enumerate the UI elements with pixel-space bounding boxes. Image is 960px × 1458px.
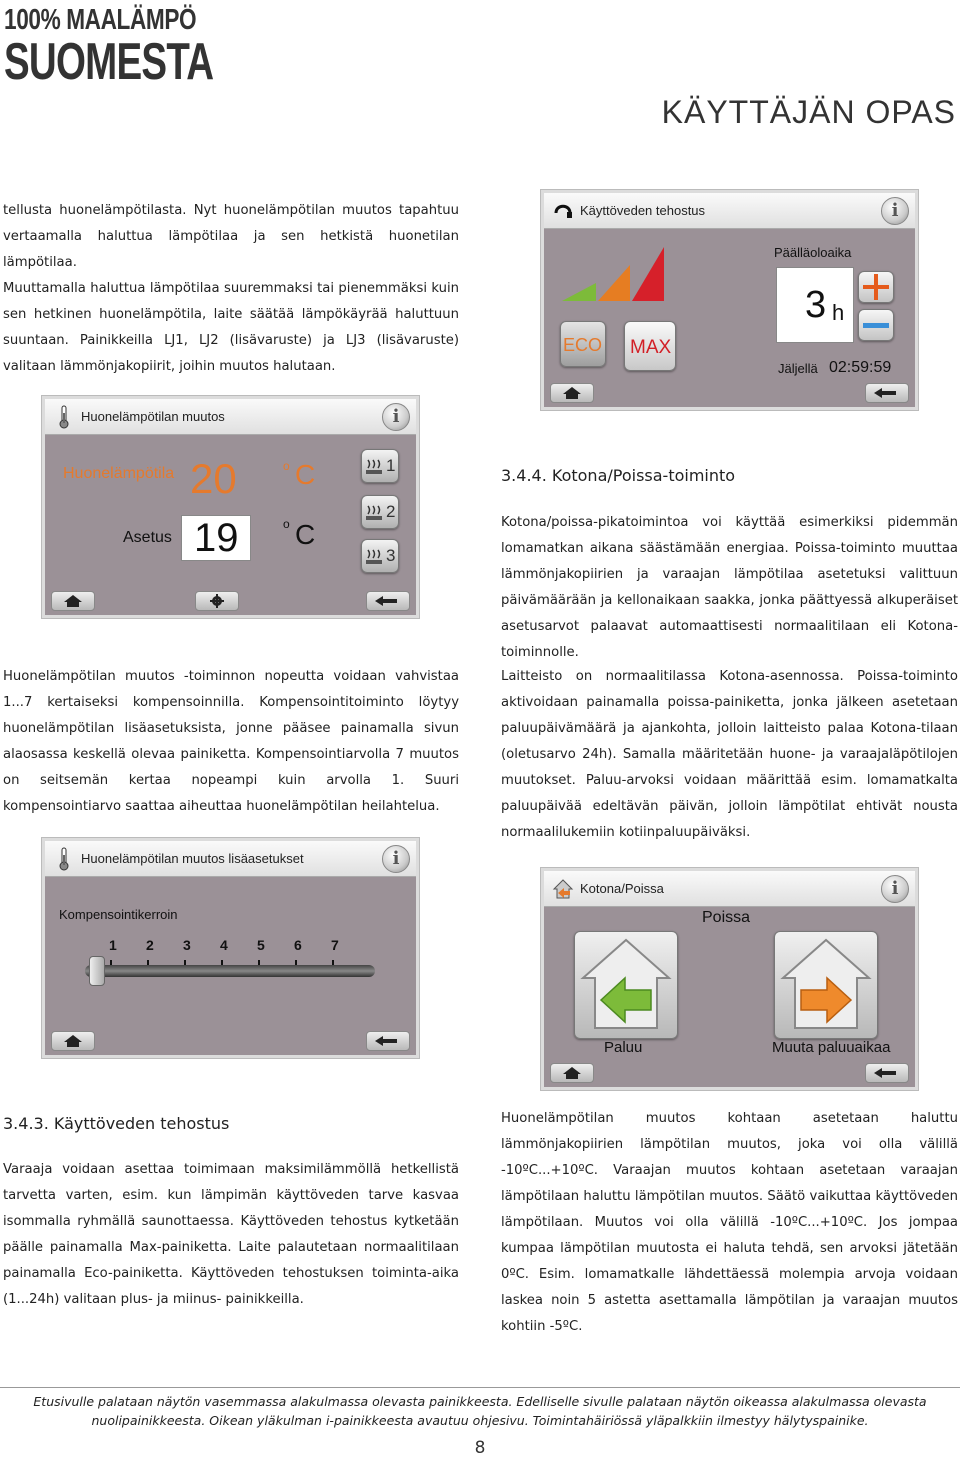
home-icon bbox=[562, 386, 582, 400]
degree-symbol: o bbox=[283, 517, 290, 531]
screen-titlebar bbox=[544, 193, 915, 229]
setpoint-value: 19 bbox=[194, 516, 239, 560]
compensation-slider-handle[interactable] bbox=[89, 956, 105, 986]
section-title: 3.4.3. Käyttöveden tehostus bbox=[3, 1114, 230, 1133]
degree-symbol: o bbox=[283, 459, 290, 473]
remaining-time: 02:59:59 bbox=[829, 359, 892, 376]
celsius-unit: C bbox=[295, 459, 316, 490]
back-arrow-icon bbox=[872, 386, 902, 400]
thermometer-icon bbox=[53, 405, 75, 429]
circuit-1-button[interactable] bbox=[361, 449, 399, 483]
back-button[interactable] bbox=[865, 1063, 909, 1083]
screen-title: Huonelämpötilan muutos bbox=[81, 409, 225, 424]
home-icon bbox=[562, 1066, 582, 1080]
info-button[interactable]: i bbox=[382, 845, 410, 873]
paragraph: Muuttamalla haluttua lämpötilaa suuremmaksi tai pienemmäksi kuin sen hetkinen huonelämpötila, laite säätää lämpökäyrää haluttuun suuntaan. Painikkeilla LJ1, LJ2 (lisävaruste) ja LJ3 (lisävaruste) valitaan lämmönjakopiirit, joihin muutos halutaan. bbox=[3, 281, 459, 374]
tick-label: 1 bbox=[109, 937, 117, 953]
back-arrow-icon bbox=[373, 594, 403, 608]
tick-label: 6 bbox=[294, 937, 302, 953]
eco-label: ECO bbox=[563, 335, 603, 355]
on-time-display bbox=[776, 267, 854, 343]
screen-title: Huonelämpötilan muutos lisäasetukset bbox=[81, 851, 304, 866]
footer-note: Etusivulle palataan näytön vasemmassa alakulmassa olevasta painikkeesta. Edelliselle sivulle palataan näytön oikeassa alakulmassa olevasta nuolipainikkeesta. Oikean yläkulman i-painikkeesta avautuu ohjesivu. Toimintahäiriössä yläpalkkiin ilmestyy hälytyspainike. bbox=[33, 1394, 927, 1428]
return-button[interactable] bbox=[574, 931, 678, 1039]
boost-level-bars bbox=[562, 247, 666, 303]
circuit-number: 3 bbox=[386, 546, 396, 565]
screen-title: Kotona/Poissa bbox=[580, 881, 664, 896]
footer-divider bbox=[0, 1387, 960, 1388]
tick-label: 2 bbox=[146, 937, 154, 953]
on-time-label: Päälläoloaika bbox=[774, 245, 852, 260]
screen-titlebar bbox=[45, 399, 416, 435]
back-button[interactable] bbox=[366, 591, 410, 611]
remaining-label: Jäljellä bbox=[778, 361, 818, 376]
plus-icon bbox=[859, 272, 893, 302]
away-label: Poissa bbox=[702, 909, 751, 926]
max-button[interactable] bbox=[624, 321, 676, 371]
radiator-icon bbox=[365, 458, 383, 476]
paragraph: Huonelämpötilan muutos kohtaan asetetaan haluttu lämmönjakopiirien lämpötilan muutos, joka voi olla välillä -10ºC...+10ºC. Varaajan muutos kohtaan asetetaan varaajan lämpötilaan haluttu lämpötilan muutos. Säätö vaikuttaa käyttöveden lämpötilaan. Muutos voi olla välillä -10ºC...+10ºC. Jos jompaa kumpaa lämpötilan muutosta ei haluta tehdä, sen arvoksi jätetään 0ºC. Esim. lomamatkalle lähdettäessä molempia arvoja voidaan laskea noin 5 astetta asettamalla lämpötilan ja varaajan muutos kohtiin -5ºC. bbox=[501, 1111, 958, 1334]
paragraph: Huonelämpötilan muutos -toiminnon nopeutta voidaan vahvistaa 1...7 kertaiseksi kompensoinnilla. Kompensointitoiminto löytyy huonelämpötilan lisäasetuksista, jonne pääsee painamalla sivun alaosassa keskellä olevaa painiketta. Kompensointiarvolla 7 muutos on seitsemän kertaa nopeampi kuin arvolla 1. Suuri kompensointiarvo saattaa aiheuttaa huonelämpötilan heilahtelua. bbox=[3, 669, 459, 814]
home-button[interactable] bbox=[51, 591, 95, 611]
setpoint-label: Asetus bbox=[123, 529, 172, 546]
gear-icon bbox=[207, 594, 227, 608]
home-icon bbox=[63, 1034, 83, 1048]
logo-line2: SUOMESTA bbox=[4, 33, 214, 91]
room-temp-value: 20 bbox=[190, 455, 237, 502]
circuit-2-button[interactable] bbox=[361, 495, 399, 529]
info-button[interactable]: i bbox=[881, 875, 909, 903]
info-button[interactable]: i bbox=[382, 403, 410, 431]
hot-water-boost-screen bbox=[541, 190, 918, 410]
paragraph: tellusta huonelämpötilasta. Nyt huonelämpötilan muutos tapahtuu vertaamalla haluttua lämpötilaa ja sen hetkistä huonetilan lämpötilaa. bbox=[3, 203, 459, 270]
home-button[interactable] bbox=[550, 1063, 594, 1083]
paragraph: Laitteisto on normaalitilassa Kotona-asennossa. Poissa-toiminto aktivoidaan painamalla poissa-painiketta, jonka jälkeen asetetaan paluupäivämäärä ja ajankohta, jolloin laitteisto palaa Kotona-tilaan (oletusarvo 24h). Samalla määritetään huone- ja varaajaläpötilojen muutokset. Paluu-arvoksi voidaan määrittää esim. lomamatkalta paluupäivää edeltävän päivän, jolloin lämpötilat ehtivät nousta normaalilukemiin kotiinpaluupäiväksi. bbox=[501, 669, 958, 840]
back-button[interactable] bbox=[366, 1031, 410, 1051]
change-return-label: Muuta paluuaikaa bbox=[772, 1039, 891, 1056]
tick-label: 3 bbox=[183, 937, 191, 953]
circuit-3-button[interactable] bbox=[361, 539, 399, 573]
settings-button[interactable] bbox=[195, 591, 239, 611]
eco-button[interactable] bbox=[560, 321, 606, 367]
back-arrow-icon bbox=[872, 1066, 902, 1080]
back-arrow-icon bbox=[373, 1034, 403, 1048]
compensation-label: Kompensointikerroin bbox=[59, 907, 178, 922]
page-title: KÄYTTÄJÄN OPAS bbox=[661, 94, 956, 130]
minus-icon bbox=[859, 310, 893, 340]
paragraph: Varaaja voidaan asettaa toimimaan maksimilämmöllä hetkellistä tarvetta varten, esim. kun lämpimän käyttöveden tarve kasvaa isommalla ryhmällä saunottaessa. Käyttöveden tehostus kytketään päälle painamalla Max-painiketta. Laite palautetaan normaalitilaan painamalla Eco-painiketta. Käyttöveden tehostuksen toiminta-aika (1...24h) valitaan plus- ja miinus- painikkeilla. bbox=[3, 1162, 459, 1307]
minus-button[interactable] bbox=[858, 309, 894, 341]
plus-button[interactable] bbox=[858, 271, 894, 303]
radiator-icon bbox=[365, 504, 383, 522]
compensation-slider-track[interactable] bbox=[85, 965, 375, 977]
back-button[interactable] bbox=[865, 383, 909, 403]
home-away-icon bbox=[552, 877, 574, 901]
on-time-unit: h bbox=[832, 300, 845, 325]
tap-icon bbox=[552, 199, 574, 223]
return-home-icon bbox=[575, 932, 677, 1036]
return-label: Paluu bbox=[604, 1039, 643, 1056]
screen-title: Käyttöveden tehostus bbox=[580, 203, 706, 218]
tick-marks bbox=[105, 955, 353, 965]
screen-titlebar bbox=[544, 871, 915, 907]
room-temp-label: Huonelämpötila bbox=[63, 465, 175, 482]
setpoint-display[interactable] bbox=[181, 515, 251, 561]
paragraph: Kotona/poissa-pikatoimintoa voi käyttää esimerkiksi pidemmän lomamatkan aikana säästämään energiaa. Poissa-toiminto muuttaa lämmönjakopiirien ja varaajan lämpötilaa asetetuksi valittuun päivämäärään ja kellonaikaan saakka, jonka päättyessä alkuperäiset asetusarvot palaavat automaattisesti normaalitilaan eli Kotona-toiminnolle. bbox=[501, 515, 958, 660]
home-icon bbox=[63, 594, 83, 608]
page-number: 8 bbox=[474, 1438, 486, 1458]
leave-home-icon bbox=[775, 932, 877, 1036]
home-button[interactable] bbox=[550, 383, 594, 403]
room-temp-extra-settings-screen bbox=[42, 838, 419, 1058]
home-away-screen bbox=[541, 868, 918, 1090]
circuit-number: 1 bbox=[386, 456, 396, 475]
room-temp-change-screen bbox=[42, 396, 419, 618]
tick-label: 7 bbox=[331, 937, 339, 953]
circuit-number: 2 bbox=[386, 502, 396, 521]
celsius-unit: C bbox=[295, 519, 316, 550]
compensation-ticks bbox=[101, 937, 351, 955]
radiator-icon bbox=[365, 548, 383, 566]
change-return-time-button[interactable] bbox=[774, 931, 878, 1039]
home-button[interactable] bbox=[51, 1031, 95, 1051]
max-label: MAX bbox=[630, 337, 672, 358]
on-time-value: 3 bbox=[805, 284, 827, 326]
tick-label: 5 bbox=[257, 937, 265, 953]
screen-titlebar bbox=[45, 841, 416, 877]
section-title: 3.4.4. Kotona/Poissa-toiminto bbox=[501, 466, 736, 485]
thermometer-icon bbox=[53, 847, 75, 871]
info-button[interactable]: i bbox=[881, 197, 909, 225]
tick-label: 4 bbox=[220, 937, 228, 953]
logo-line1: 100% MAALÄMPÖ bbox=[4, 4, 197, 36]
